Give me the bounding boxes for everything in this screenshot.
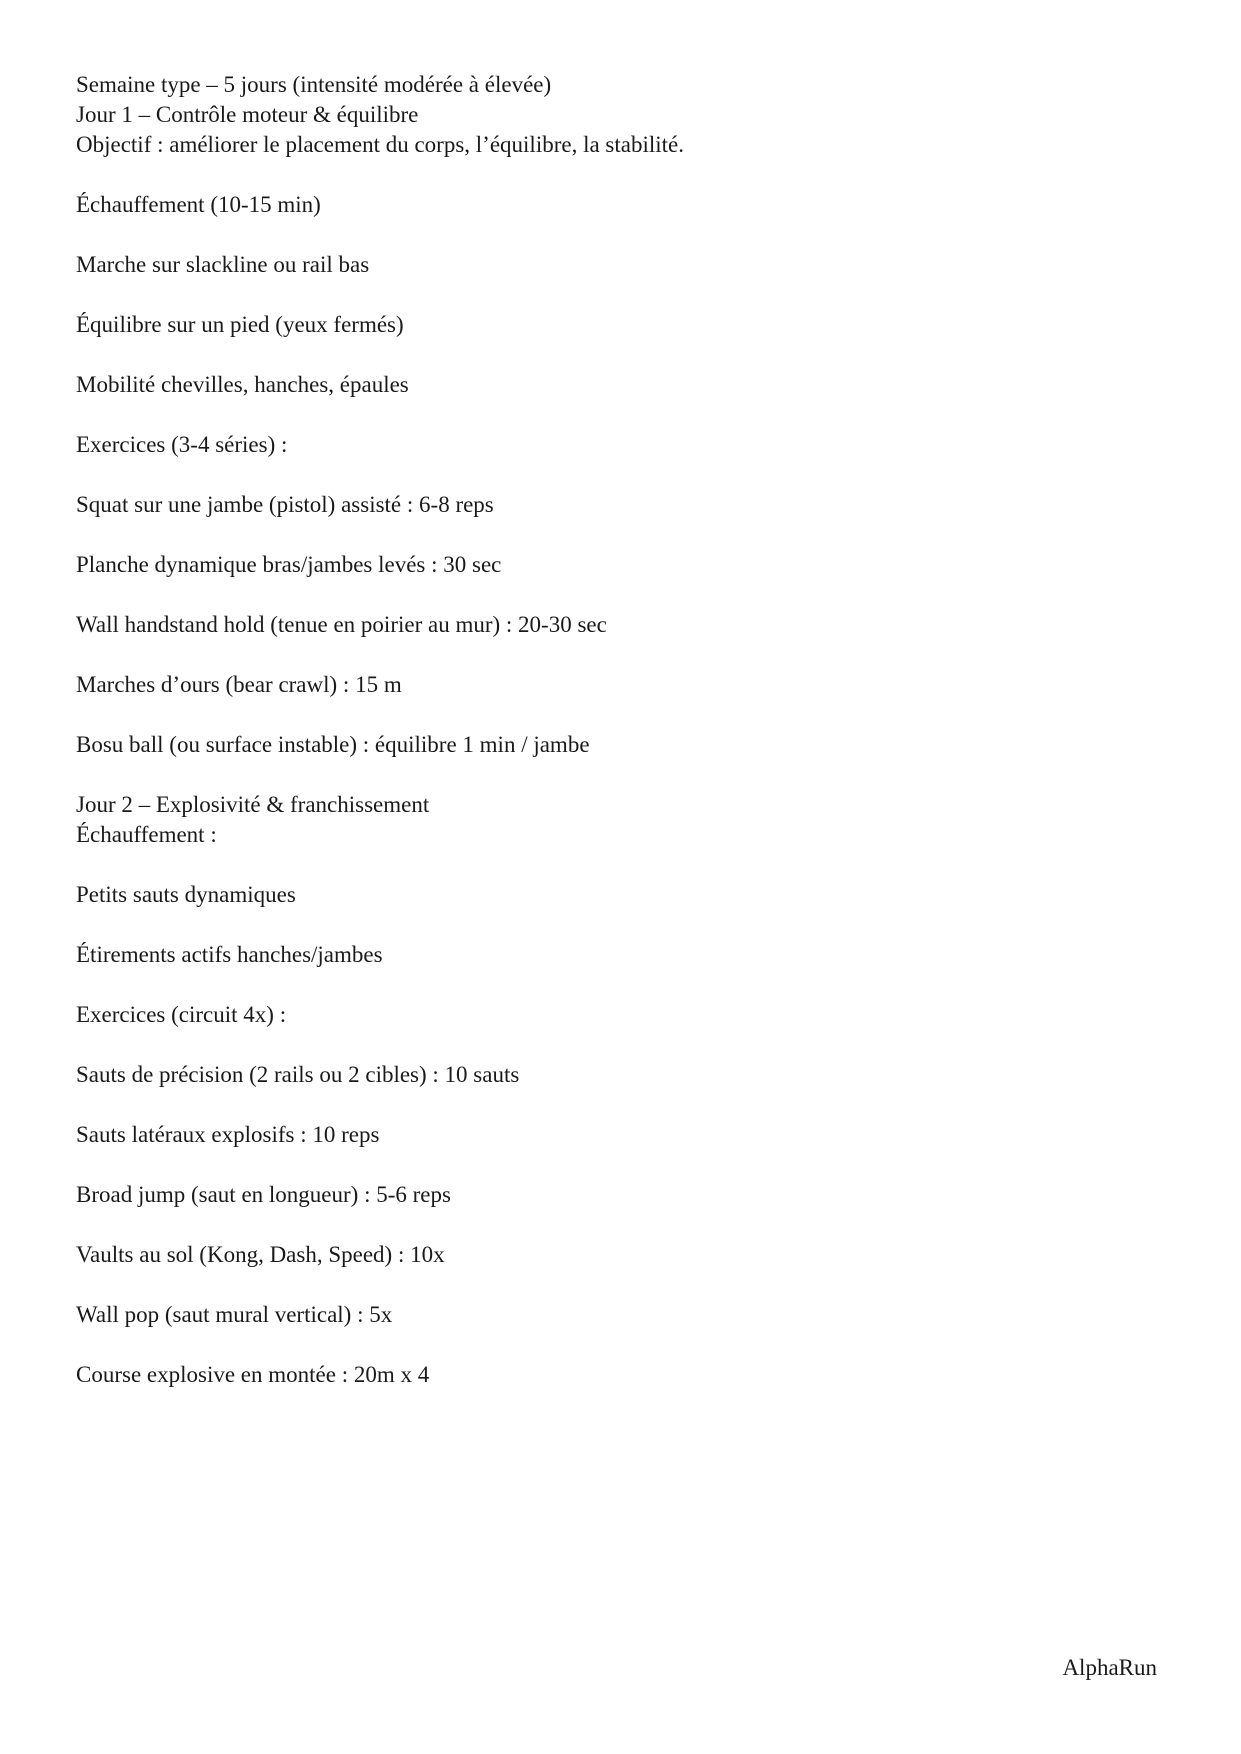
list-item: Wall handstand hold (tenue en poirier au mur) : 20-30 sec bbox=[76, 612, 607, 637]
list-item: Mobilité chevilles, hanches, épaules bbox=[76, 372, 409, 397]
list-item: Bosu ball (ou surface instable) : équilibre 1 min / jambe bbox=[76, 732, 590, 757]
warmup-heading: Échauffement : bbox=[76, 822, 217, 847]
list-item: Marche sur slackline ou rail bas bbox=[76, 252, 370, 277]
list-item: Broad jump (saut en longueur) : 5-6 reps bbox=[76, 1182, 451, 1207]
list-item: Course explosive en montée : 20m x 4 bbox=[76, 1362, 430, 1387]
document-title: Semaine type – 5 jours (intensité modérée à élevée) bbox=[76, 72, 552, 97]
warmup-heading: Échauffement (10-15 min) bbox=[76, 192, 321, 217]
day-1-objective: Objectif : améliorer le placement du corps, l’équilibre, la stabilité. bbox=[76, 132, 684, 157]
list-item: Équilibre sur un pied (yeux fermés) bbox=[76, 312, 404, 337]
footer-brand: AlphaRun bbox=[1062, 1655, 1157, 1680]
day-1-heading: Jour 1 – Contrôle moteur & équilibre bbox=[76, 102, 419, 127]
list-item: Sauts de précision (2 rails ou 2 cibles) : 10 sauts bbox=[76, 1062, 520, 1087]
exercises-heading: Exercices (3-4 séries) : bbox=[76, 432, 288, 457]
list-item: Wall pop (saut mural vertical) : 5x bbox=[76, 1302, 393, 1327]
day-2-heading: Jour 2 – Explosivité & franchissement bbox=[76, 792, 430, 817]
list-item: Sauts latéraux explosifs : 10 reps bbox=[76, 1122, 380, 1147]
list-item: Squat sur une jambe (pistol) assisté : 6-8 reps bbox=[76, 492, 494, 517]
list-item: Étirements actifs hanches/jambes bbox=[76, 942, 383, 967]
list-item: Vaults au sol (Kong, Dash, Speed) : 10x bbox=[76, 1242, 445, 1267]
list-item: Petits sauts dynamiques bbox=[76, 882, 296, 907]
list-item: Marches d’ours (bear crawl) : 15 m bbox=[76, 672, 402, 697]
list-item: Planche dynamique bras/jambes levés : 30 sec bbox=[76, 552, 502, 577]
exercises-heading: Exercices (circuit 4x) : bbox=[76, 1002, 287, 1027]
document-body bbox=[76, 70, 1166, 1390]
